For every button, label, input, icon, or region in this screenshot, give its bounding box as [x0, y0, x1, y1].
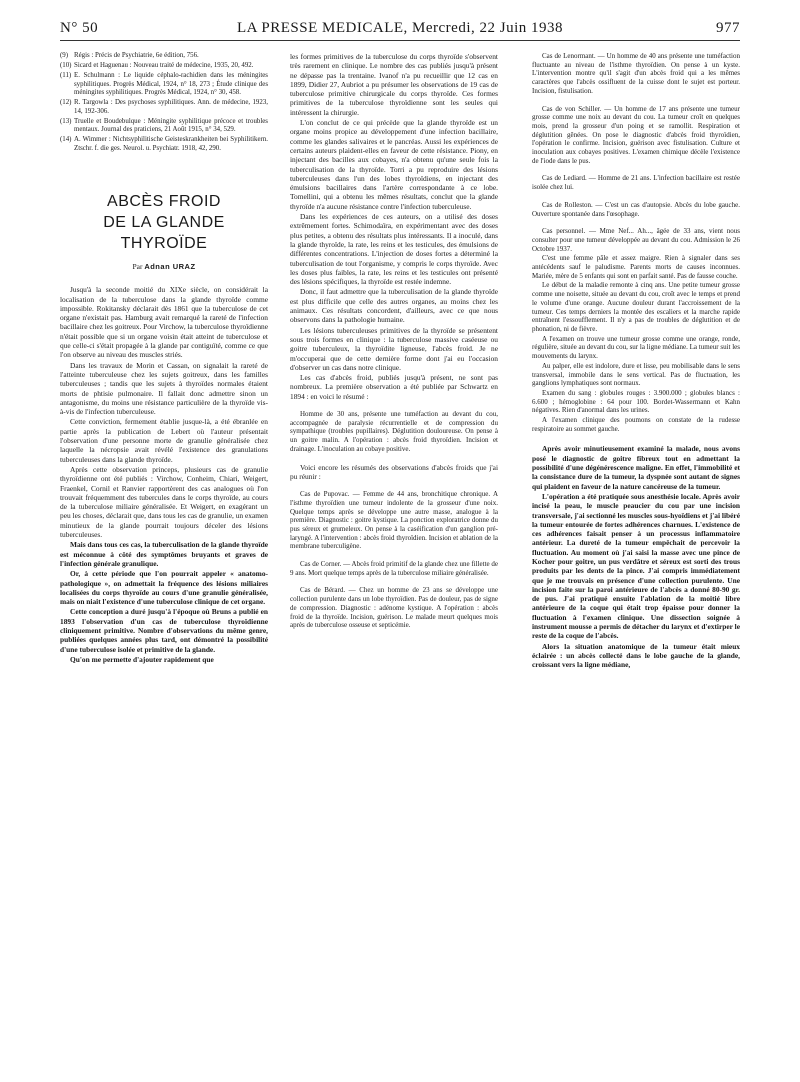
- paragraph: L'opération a été pratiquée sous anesthésie locale. Après avoir incisé la peau, le muscle peaucier du cou par une incision transversale, j'ai sectionné les muscles sous-hyoïdiens et j'ai libéré la tumeur entourée de fortes adhérences charnues. L'existence de ces adhérences faisait penser à un processus inflammatoire antérieur. La dureté de la tumeur empêchait de percevoir la fluctuation. Au moment où j'ai saisi la masse avec une pince de Kocher pour goitre, un pus verdâtre et séreux est sorti des trous produits par les dents de la pince. J'ai compris immédiatement que je me trouvais en présence d'une collection purulente. Une incision faite sur la paroi antérieure de l'abcès a donné 80-90 gr. de pus. J'ai pratiqué ensuite l'ablation de la moitié libre antérieure de la coque qui était trop épaisse pour donner la fluctuation à l'examen clinique. Une dissection soignée à instrument mousse a permis de détacher du larynx et d'extirper le reste de la coque de l'abcès.: [532, 491, 740, 641]
- paragraph: Jusqu'à la seconde moitié du XIXe siècle, on considérait la localisation de la tuberculose dans la glande thyroïde comme impossible. Rokitansky déclarait dès 1861 que la tuberculose de cet organe n'existait pas. Hamburg avait remarqué la rareté de l'infection bacillaire chez les goitreux. Pour Virchow, la tuberculose thyroïdienne n'était possible que si un organe voisin était atteint de tuberculose et que celle-ci s'était propagée à la glande par contiguïté, comme ce que l'on observe au niveau des muscles striés.: [60, 285, 268, 360]
- paragraph: Mais dans tous ces cas, la tuberculisation de la glande thyroïde est méconnue à côté des symptômes bruyants et graves de l'infection générale granulique.: [60, 540, 268, 568]
- case-summary: Cas de Lediard. — Homme de 21 ans. L'infection bacillaire est restée isolée chez lui.: [532, 174, 740, 192]
- page-header: [60, 20, 740, 41]
- paragraph: Après cette observation princeps, plusieurs cas de granulie thyroïdienne ont été publiés : Virchow, Conheim, Chiari, Weigert, Fraenkel, Cornil et Ranvier rapportèrent des cas analogues où l'on trouvait fréquemment des tubercules dans le corps thyroïde, au cours de la tuberculose miliaire généralisée. Et Weigert, en exagérant un peu les choses, déclarait que, dans tous les cas de granulie, un examen minutieux de la glande pourrait toujours déceler des lésions tuberculeuses.: [60, 464, 268, 540]
- paragraph: Après avoir minutieusement examiné la malade, nous avons posé le diagnostic de goitre fibreux tout en admettant la possibilité d'une dégénérescence maligne. En effet, l'immobilité et la consistance dure de la tumeur, la dyspnée sont autant de signes qui plaident en faveur de la nature cancéreuse de la tumeur.: [532, 444, 740, 491]
- journal-running-head: LA PRESSE MEDICALE, Mercredi, 22 Juin 1938: [237, 20, 563, 36]
- paragraph: Donc, il faut admettre que la tuberculisation de la glande thyroïde est plus difficile que celle des autres organes, au moins chez les animaux. Ces résultats concordent, d'ailleurs, avec ce que nous observons dans la pathologie humaine.: [290, 287, 498, 325]
- case-summary: Cas de Pupovac. — Femme de 44 ans, bronchitique chronique. A l'isthme thyroïdien une tumeur indolente de la grosseur d'une noix. Quelque temps après se développe une autre masse, analogue à la première. Diagnostic : goitre kystique. La ponction exploratrice donne du pus séreux et grumeleux. On pense à la caséification d'un ganglion pré-laryngé. A l'intervention : abcès froid thyroïdien. Incision et ablation de la membrane tuberculigène.: [290, 490, 498, 551]
- column-left: [60, 52, 268, 665]
- article-title: ABCÈS FROID DE LA GLANDE THYROÏDE: [103, 193, 225, 252]
- reference-item: (11) E. Schulmann : Le liquide céphalo-rachidien dans les méningites syphilitiques. Progrès Médical, 1924, n° 18, 273 ; Étude clinique des méningites syphilitiques. Progrès Médical, 1924, n° 30, 458.: [60, 72, 268, 96]
- personal-case: Au palper, elle est indolore, dure et lisse, peu mobilisable dans le sens transversal, immobile dans le sens vertical. Pas de fluctuation, les ganglions lymphatiques sont normaux.: [532, 361, 740, 388]
- case-summary: Cas de Corner. — Abcès froid primitif de la glande chez une fillette de 9 ans. Mort quelque temps après de la tuberculose miliaire généralisée.: [290, 560, 498, 577]
- paragraph: les formes primitives de la tuberculose du corps thyroïde s'observent très rarement en clinique. Le nombre des cas publiés jusqu'à présent ne dépasse pas la trentaine. Ivanof n'a pu recueillir que 12 cas en 1899, Didier 27, Aubriot a pu présumer les observations de 19 cas de tuberculose primitive chirurgicale du corps thyroïde. Ces formes primitives de la tuberculose thyroïdienne sont les seules qui intéressent la chirurgie.: [290, 52, 498, 117]
- reference-item: (14) A. Wimmer : Nichtsyphilitische Geisteskrankheiten bei Syphilitikern. Ztschr. f. die ges. Neurol. u. Psychiatr. 1918, 42, 290.: [60, 136, 268, 152]
- article-byline: Par Adnan URAZ: [132, 262, 196, 271]
- reference-item: (13) Truelle et Boudebulque : Méningite syphilitique précoce et troubles mentaux. Journal des praticiens, 21 Août 1915, n° 34, 529.: [60, 117, 268, 133]
- personal-case: A l'examen clinique des poumons on constate de la rudesse respiratoire au sommet gauche.: [532, 416, 740, 433]
- personal-case: Examen du sang : globules rouges : 3.900.000 ; globules blancs : 6.600 ; hémoglobine : 64 pour 100. Bordet-Wassermann et Kahn négatives. Rien d'anormal dans les urines.: [532, 388, 740, 415]
- paragraph: Dans les expériences de ces auteurs, on a utilisé des doses extrêmement fortes. Schimodaïra, en expérimentant avec des doses plus petites, a obtenu des résultats plus intéressants. Il a inoculé, dans la glande thyroïde, la rate, les reins et les testicules, des émulsions de différentes concentrations. L'injection de doses fortes a déterminé la tuberculisation de tout l'organisme, y compris le corps thyroïde. Avec les doses plus faibles, la rate, les reins et les testicules ont présenté des lésions spécifiques, la thyroïde est restée indemne.: [290, 212, 498, 287]
- page-number: 977: [716, 20, 740, 36]
- paragraph: Les cas d'abcès froid, publiés jusqu'à présent, ne sont pas nombreux. La première observation a été publiée par Schwartz en 1894 : en voici le résumé :: [290, 373, 498, 401]
- paragraph: Or, à cette période que l'on pourrait appeler « anatomo-pathologique », on admettait la fréquence des lésions miliaires localisées du corps thyroïde au cours d'une granulie généralisée, mais on niait l'existence d'une tuberculose clinique de cet organe.: [60, 569, 268, 607]
- paragraph: Les lésions tuberculeuses primitives de la thyroïde se présentent sous trois formes en clinique : la tuberculose massive caséeuse ou goitre tuberculeux, la thyroïdite ligneuse, l'abcès froid. Je ne m'occuperai que de cette dernière forme dont j'ai eu l'occasion d'observer un cas dans notre clinique.: [290, 325, 498, 372]
- reference-item: (9) Régis : Précis de Psychiatrie, 6e édition, 756.: [60, 52, 199, 59]
- case-summary: Cas de Bérard. — Chez un homme de 23 ans se développe une collection purulente dans un lobe thyroïdien. Pas de douleur, pas de signe de compression. Diagnostic : adénome kystique. A l'opération : abcès froid de la thyroïde. Incision, guérison. Le malade meurt quelques mois après de tuberculose osseuse et septicémie.: [290, 586, 498, 630]
- paragraph: Dans les travaux de Morin et Cassan, on signalait la rareté de l'atteinte tuberculeuse chez les sujets goitreux, dans les familles tuberculeuses ; tandis que les sujets à thyroïdes normales étaient morts de phtisie pulmonaire. Il fallait donc admettre sinon un antagonisme, du moins une résistance particulière de la thyroïde vis-à-vis de l'infection tuberculeuse.: [60, 360, 268, 417]
- paragraph: Alors la situation anatomique de la tumeur était mieux éclairée : un abcès collecté dans le lobe gauche de la glande, croissant vers la ligne médiane,: [532, 641, 740, 670]
- case-summary: Cas de von Schiller. — Un homme de 17 ans présente une tumeur grosse comme une noix au devant du cou. La tumeur croît en quelques mois, prend la grosseur d'un poing et se ramollit. Respiration et déglutition gênées. On pose le diagnostic d'abcès froid thyroïdien, l'opération le confirme. Incision, guérison avec fistulisation. Culture et inoculation aux cobayes positives. L'examen chimique décèle l'existence de l'iode dans le pus.: [532, 104, 740, 165]
- reference-item: (12) R. Targowla : Des psychoses syphilitiques. Ann. de médecine, 1923, 14, 192-306.: [60, 99, 268, 115]
- paragraph: Cette conviction, fermement établie jusque-là, a été ébranlée en partie après la publication de Lebert où l'auteur présentait l'observation d'une personne morte de granulie généralisée chez laquelle la nécropsie avait révélé l'existence des granulations tuberculeuses dans la glande thyroïde.: [60, 417, 268, 464]
- case-summary: Homme de 30 ans, présente une tuméfaction au devant du cou, accompagnée de paralysie récurrentielle et de compression du sympathique (troubles pupillaires). Déglutition douloureuse. On pense à un goitre malin. A l'opération : abcès froid thyroïdien. Incision et drainage. L'inoculation au cobaye positive.: [290, 409, 498, 453]
- case-summary: Cas de Lenormant. — Un homme de 40 ans présente une tuméfaction fluctuante au niveau de l'isthme thyroïdien. On pense à un kyste. L'intervention montre qu'il s'agit d'un abcès froid qui a les mêmes caractères que l'abcès ossifluent de la cuisse dont le sujet est porteur. Incision, fistulisation.: [532, 52, 740, 95]
- author-name: Adnan URAZ: [144, 262, 196, 271]
- case-summary: Cas de Rolleston. — C'est un cas d'autopsie. Abcès du lobe gauche. Ouverture spontanée dans l'œsophage.: [532, 200, 740, 218]
- paragraph: Cette conception a duré jusqu'à l'époque où Bruns a publié en 1893 l'observation d'un cas de tuberculose thyroïdienne cliniquement primitive. Nombre d'observations du même genre, publiées quelques années plus tard, ont démontré la possibilité d'une tuberculose isolée et primitive de la glande.: [60, 607, 268, 654]
- paragraph: Qu'on me permette d'ajouter rapidement que: [70, 654, 214, 664]
- personal-case: Cas personnel. — Mme Nef... Ah..., âgée de 33 ans, vient nous consulter pour une tumeur développée au devant du cou. Admission le 26 Octobre 1937.: [532, 227, 740, 253]
- issue-number: N° 50: [60, 20, 99, 36]
- personal-case: A l'examen on trouve une tumeur grosse comme une orange, ronde, régulière, située au devant du cou, sur la ligne médiane. La tumeur suit les mouvements du larynx.: [532, 334, 740, 361]
- column-middle: [290, 52, 498, 631]
- column-right: [532, 52, 740, 671]
- personal-case: Le début de la maladie remonte à cinq ans. Une petite tumeur grosse comme une noisette, située au devant du cou, croît avec le temps et prend le volume d'une orange. Aucune douleur durant l'accroissement de la tumeur. Ces temps derniers la montée des escaliers et la marche rapide entraînent l'essoufflement. Il n'y a pas de troubles de déglutition et de phonation, ni de fièvre.: [532, 281, 740, 333]
- personal-case: C'est une femme pâle et assez maigre. Rien à signaler dans ses antécédents sauf le paludisme. Parents morts de causes inconnues. Mariée, mère de 5 enfants qui sont en parfait santé. Pas de fausse couche.: [532, 254, 740, 280]
- paragraph: L'on conclut de ce qui précède que la glande thyroïde est un organe moins propice au développement d'une infection bacillaire, comme les glandes salivaires et le pancréas. Aussi les expériences de certains auteurs plaident-elles en faveur de cette résistance. Piony, en injectant des bacilles aux cobayes, n'a obtenu qu'une seule fois la tuberculisation de la thyroïde. Torri a pu reproduire des lésions tuberculeuses dans l'un des lobes thyroïdiens, en injectant des émulsions bacillaires dans l'artère correspondante à ce lobe. Tomellini, qui a obtenu les mêmes résultats, conclut que la glande thyroïde n'a aucune résistance contre l'infection tuberculeuse.: [290, 118, 498, 211]
- paragraph: Voici encore les résumés des observations d'abcès froids que j'ai pu réunir :: [290, 462, 498, 481]
- reference-item: (10) Sicard et Haguenau : Nouveau traité de médecine, 1935, 20, 492.: [60, 62, 254, 69]
- reference-list: [60, 52, 268, 153]
